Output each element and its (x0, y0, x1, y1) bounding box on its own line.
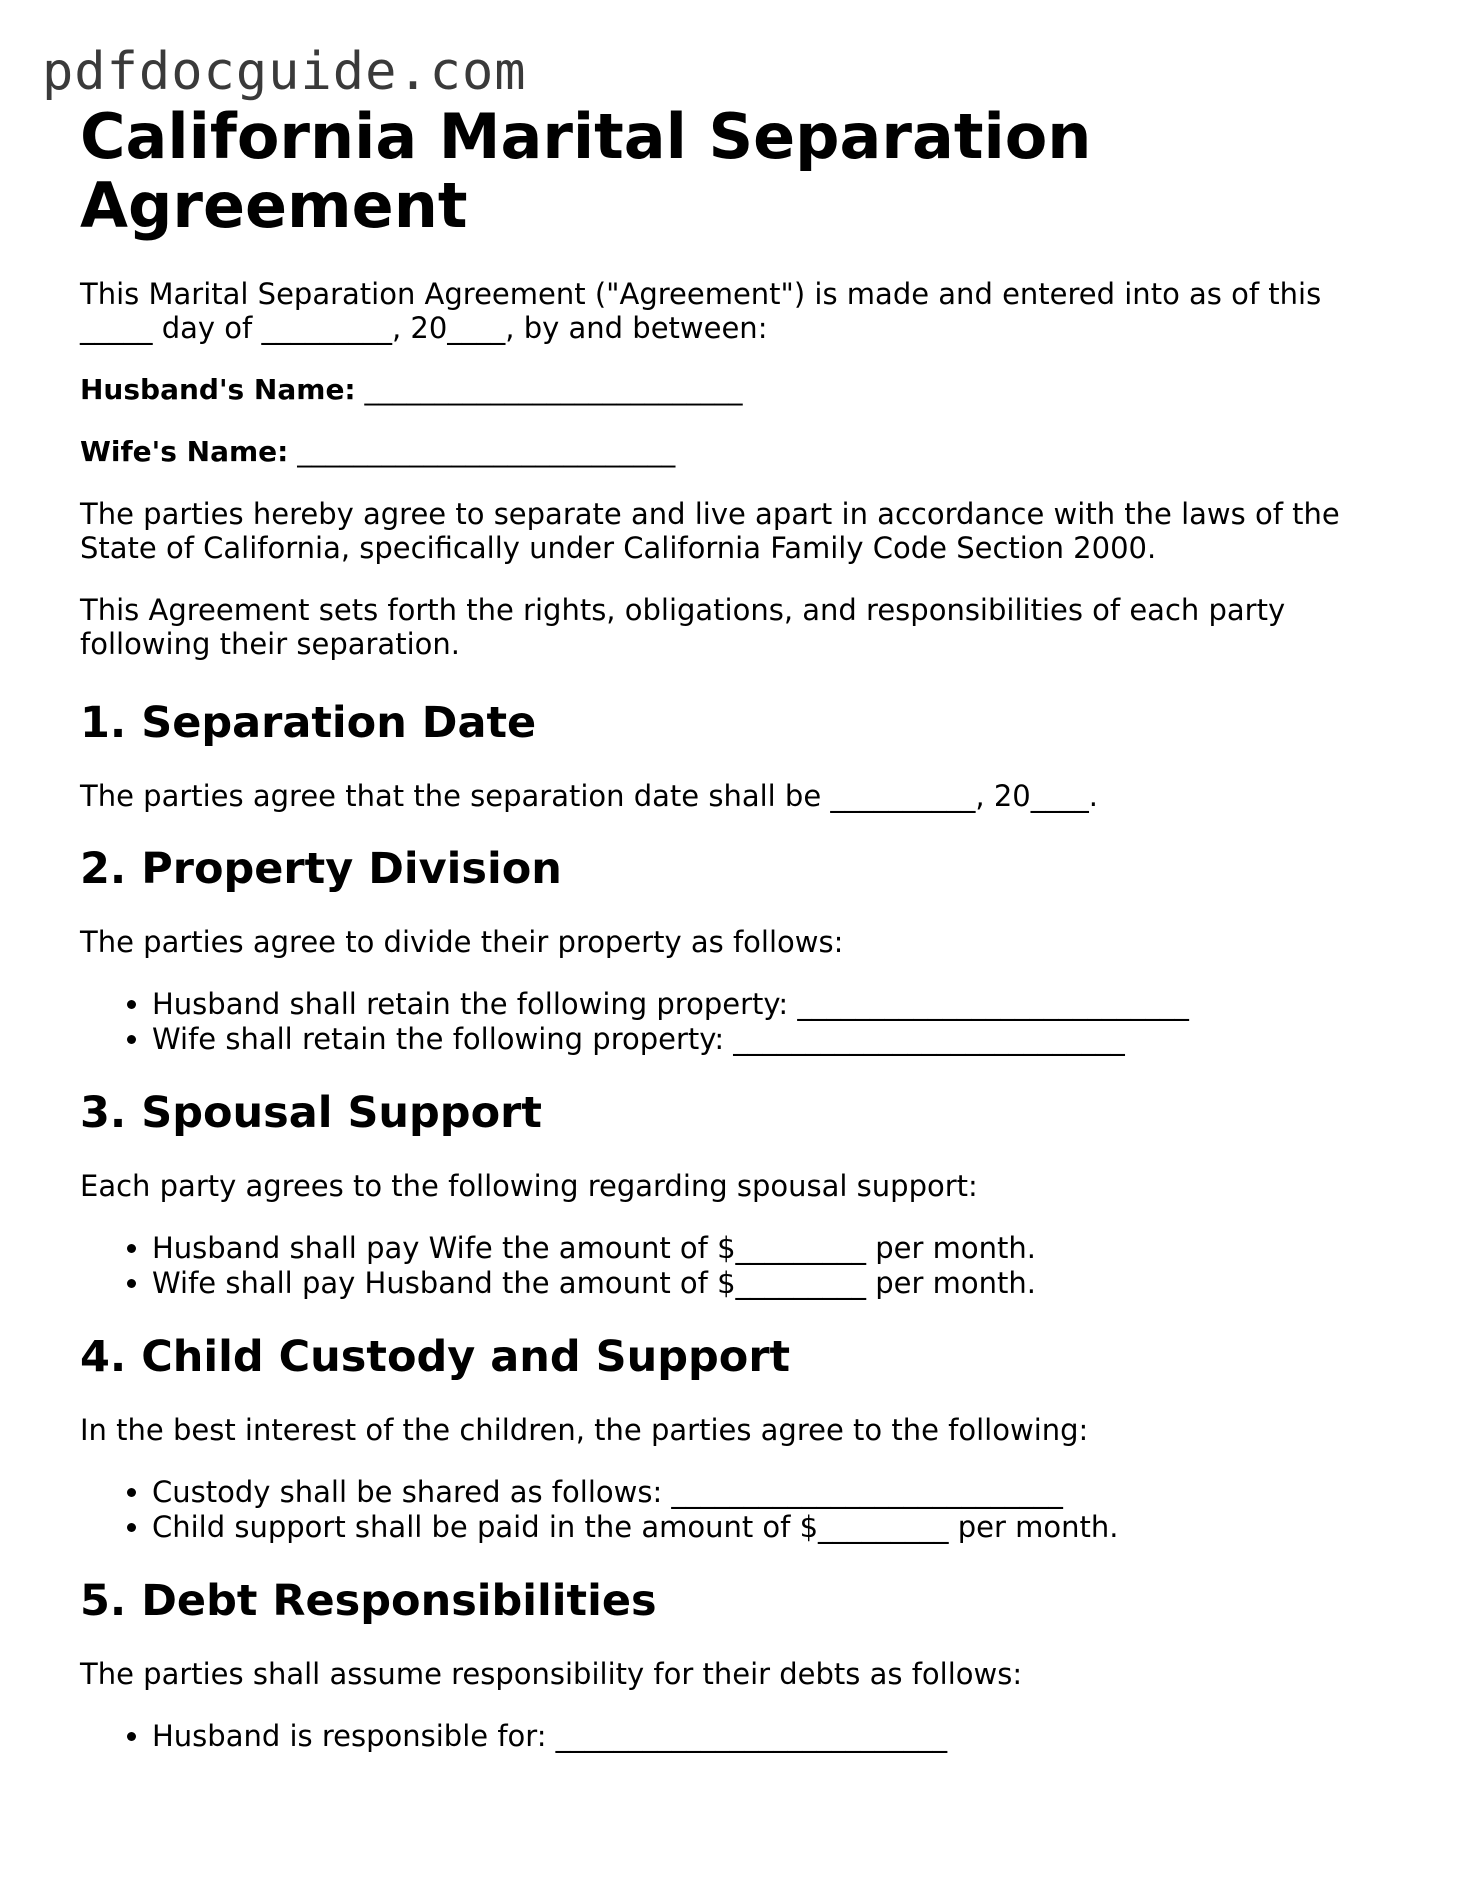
debt-responsibilities-list (80, 1719, 1380, 1754)
purpose-paragraph: This Agreement sets forth the rights, obligations, and responsibilities of each party following their separation. (80, 593, 1286, 661)
list-item: • Child support shall be paid in the amount of $_________ per month. (152, 1510, 1380, 1545)
list-item: • Husband shall pay Wife the amount of $_________ per month. (152, 1231, 1380, 1266)
list-item: • Wife shall pay Husband the amount of $_________ per month. (152, 1266, 1380, 1301)
section-body-debt-responsibilities: The parties shall assume responsibility for their debts as follows: (80, 1657, 1023, 1691)
section-body-separation-date: The parties agree that the separation date shall be __________, 20____. (80, 779, 1098, 813)
property-division-list (80, 987, 1380, 1057)
spousal-support-list (80, 1231, 1380, 1301)
wife-name-label: Wife's Name: (80, 435, 289, 468)
list-item: • Wife shall retain the following property: ___________________________ (152, 1022, 1380, 1057)
section-heading-debt-responsibilities: 5. Debt Responsibilities (80, 1576, 657, 1626)
wife-name-field (80, 435, 1380, 469)
wife-name-blank: ___________________________ (297, 435, 676, 468)
section-body-property-division: The parties agree to divide their property as follows: (80, 925, 844, 959)
section-body-child-custody: In the best interest of the children, the parties agree to the following: (80, 1413, 1089, 1447)
intro-paragraph: This Marital Separation Agreement ("Agreement") is made and entered into as of this _____ day of _________, 20____, by and between: (80, 277, 1322, 345)
section-heading-spousal-support: 3. Spousal Support (80, 1088, 542, 1138)
section-heading-separation-date: 1. Separation Date (80, 698, 537, 748)
list-item: • Husband shall retain the following property: ___________________________ (152, 987, 1380, 1022)
document-title: California Marital Separation Agreement (80, 100, 1092, 242)
list-item: • Husband is responsible for: ___________________________ (152, 1719, 1380, 1754)
section-body-spousal-support: Each party agrees to the following regarding spousal support: (80, 1169, 978, 1203)
document-body (80, 102, 1380, 1754)
husband-name-label: Husband's Name: (80, 373, 356, 406)
child-custody-list (80, 1475, 1380, 1545)
husband-name-field (80, 373, 1380, 407)
watermark: pdfdocguide.com (42, 42, 527, 102)
husband-name-blank: ___________________________ (364, 373, 743, 406)
section-heading-child-custody: 4. Child Custody and Support (80, 1332, 791, 1382)
section-heading-property-division: 2. Property Division (80, 844, 562, 894)
list-item: • Custody shall be shared as follows: ___________________________ (152, 1475, 1380, 1510)
separation-paragraph: The parties hereby agree to separate and live apart in accordance with the laws of the State of California, specifically under California Family Code Section 2000. (80, 497, 1340, 565)
